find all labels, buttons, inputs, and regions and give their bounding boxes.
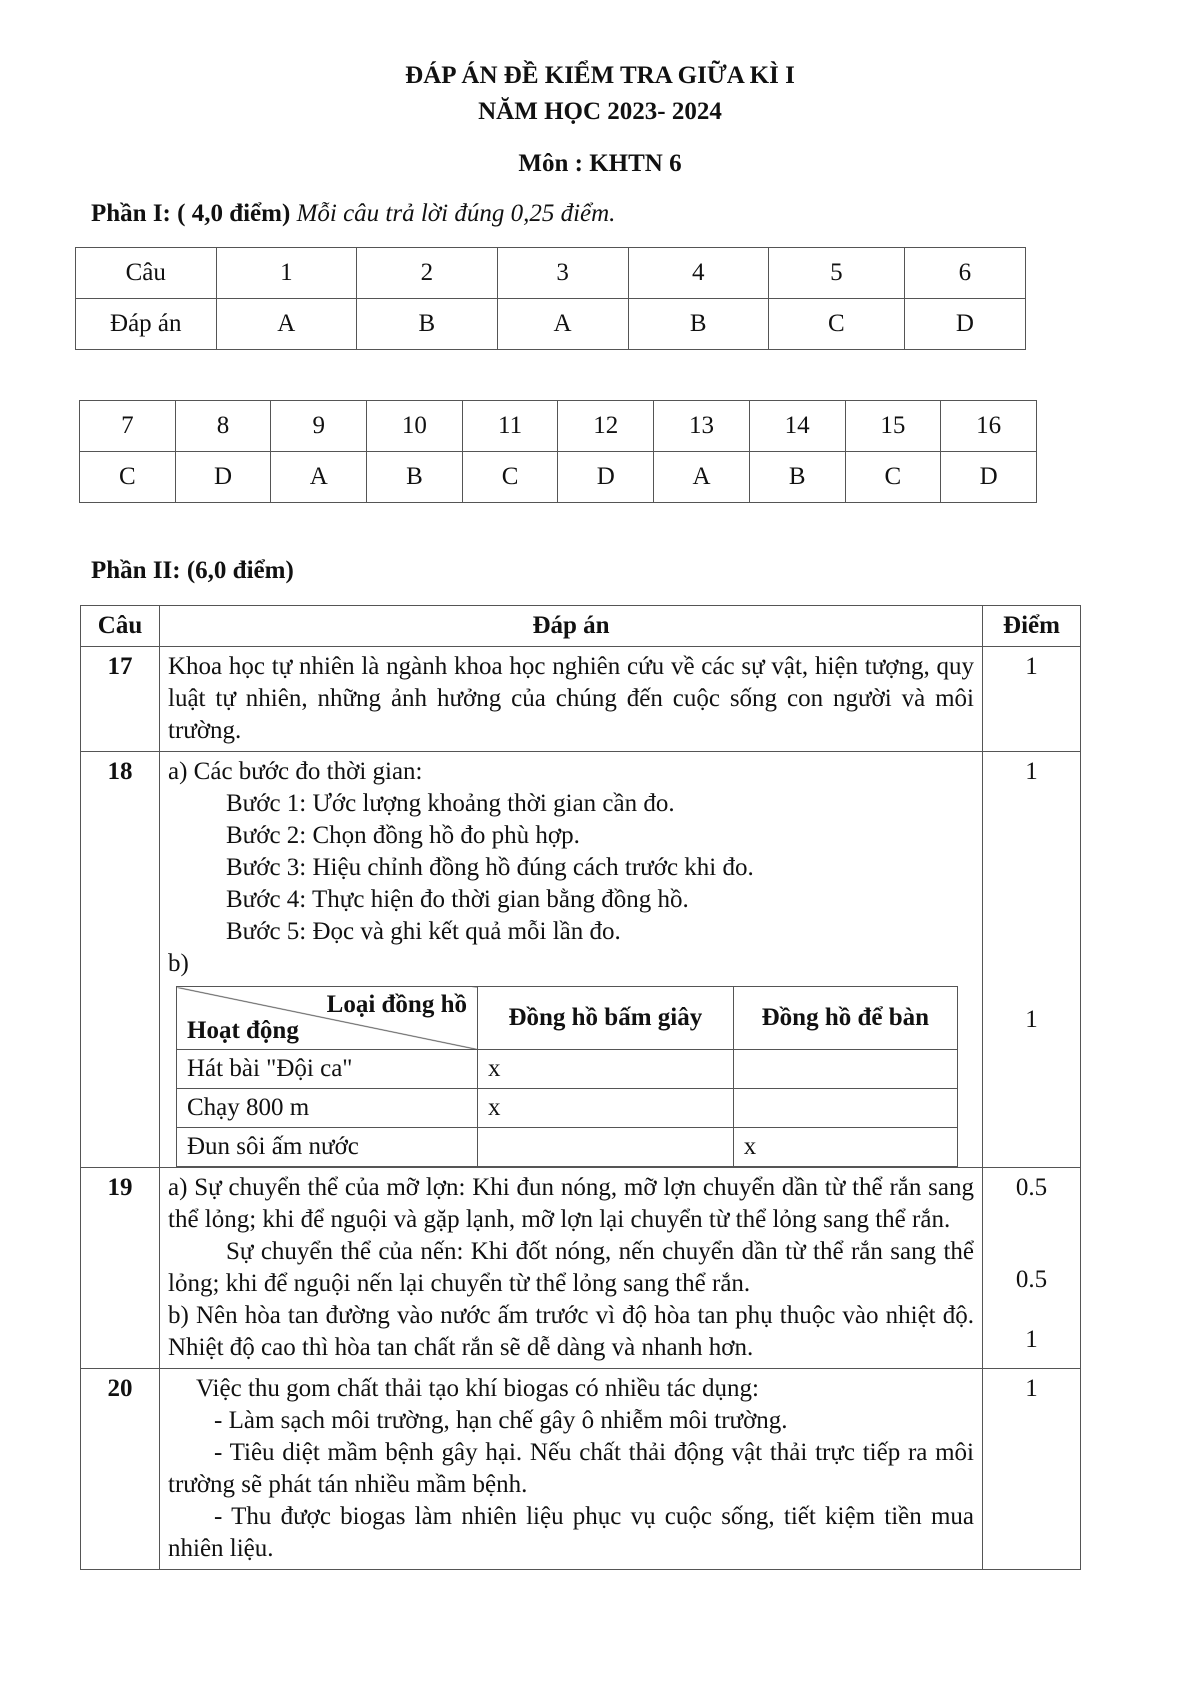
answer-cell: D xyxy=(175,452,271,503)
answer-text: b) Nên hòa tan đường vào nước ấm trước vì độ hòa tan phụ thuộc vào nhiệt độ. Nhiệt độ cao thì hòa tan chất rắn sẽ dễ dàng và nhanh hơn. xyxy=(168,1302,974,1361)
question-number: 3 xyxy=(497,248,628,299)
table-row xyxy=(81,1369,1081,1570)
table-row xyxy=(177,1089,958,1128)
row-label: Câu xyxy=(76,248,217,299)
question-number: 2 xyxy=(357,248,498,299)
table-row xyxy=(81,1168,1081,1369)
table-row xyxy=(177,1128,958,1167)
answer-text: a) Các bước đo thời gian: xyxy=(168,758,423,785)
question-number: 19 xyxy=(81,1168,160,1369)
question-number: 6 xyxy=(904,248,1025,299)
part1-note: Mỗi câu trả lời đúng 0,25 điểm. xyxy=(290,200,616,227)
row-label: Đáp án xyxy=(76,299,217,350)
step-text: Bước 2: Chọn đồng hồ đo phù hợp. xyxy=(226,822,580,849)
answer-text: Sự chuyển thể của nến: Khi đốt nóng, nến chuyển dần từ thể rắn sang thể lỏng; khi để nguội nến lại chuyển từ thể lỏng sang thể rắn. xyxy=(168,1238,974,1297)
mark-cell: x xyxy=(733,1128,957,1167)
diag-header-top: Loại đồng hồ xyxy=(326,991,467,1018)
question-number: 9 xyxy=(271,401,367,452)
answer-text: b) xyxy=(168,950,189,977)
subject: Môn : KHTN 6 xyxy=(518,150,682,177)
diag-header-bottom: Hoạt động xyxy=(187,1017,299,1044)
mark-cell xyxy=(733,1089,957,1128)
activity-cell: Đun sôi ấm nước xyxy=(177,1128,478,1167)
col-header-answer: Đáp án xyxy=(160,606,983,647)
answer-text: Khoa học tự nhiên là ngành khoa học nghiên cứu về các sự vật, hiện tượng, quy luật tự nhiên, những ảnh hưởng của chúng đến cuộc sống con người và môi trường. xyxy=(160,647,983,752)
part2-heading: Phần II: (6,0 điểm) xyxy=(91,557,294,584)
question-number: 15 xyxy=(845,401,941,452)
answer-cell: B xyxy=(749,452,845,503)
question-number: 8 xyxy=(175,401,271,452)
question-number: 10 xyxy=(367,401,463,452)
table-row xyxy=(81,752,1081,1168)
answer-cell: D xyxy=(904,299,1025,350)
points: 0.5 xyxy=(1015,1266,1048,1293)
points: 1 xyxy=(1025,1006,1038,1033)
answer-cell: A xyxy=(654,452,750,503)
mark-cell: x xyxy=(478,1050,734,1089)
table-row xyxy=(177,1050,958,1089)
answer-cell: D xyxy=(941,452,1037,503)
school-year: NĂM HỌC 2023- 2024 xyxy=(478,98,722,125)
answer-cell: A xyxy=(271,452,367,503)
question-number: 18 xyxy=(81,752,160,1168)
col-header: Đồng hồ bấm giây xyxy=(478,987,734,1050)
answer-cell: C xyxy=(845,452,941,503)
question-number: 12 xyxy=(558,401,654,452)
table-row xyxy=(80,452,1037,503)
list-item: - Thu được biogas làm nhiên liệu phục vụ cuộc sống, tiết kiệm tiền mua nhiên liệu. xyxy=(168,1503,974,1562)
answer-cell: B xyxy=(357,299,498,350)
answer-cell: B xyxy=(367,452,463,503)
answer-cell: B xyxy=(628,299,769,350)
points-cell xyxy=(983,752,1081,1168)
part1-title: Phần I: ( 4,0 điểm) xyxy=(91,200,291,227)
clock-table xyxy=(176,986,958,1167)
mark-cell xyxy=(733,1050,957,1089)
answer-content xyxy=(160,1168,983,1369)
answer-content xyxy=(160,1369,983,1570)
question-number: 7 xyxy=(80,401,176,452)
list-item: - Làm sạch môi trường, hạn chế gây ô nhiễm môi trường. xyxy=(214,1407,788,1434)
table-header-row xyxy=(81,606,1081,647)
question-number: 5 xyxy=(769,248,905,299)
answer-text: Việc thu gom chất thải tạo khí biogas có nhiều tác dụng: xyxy=(196,1375,759,1402)
question-number: 1 xyxy=(216,248,357,299)
table-row xyxy=(80,401,1037,452)
answer-cell: A xyxy=(216,299,357,350)
mark-cell: x xyxy=(478,1089,734,1128)
question-number: 16 xyxy=(941,401,1037,452)
question-number: 13 xyxy=(654,401,750,452)
step-text: Bước 1: Ước lượng khoảng thời gian cần đo. xyxy=(226,790,675,817)
answer-cell: C xyxy=(462,452,558,503)
question-number: 20 xyxy=(81,1369,160,1570)
list-item: - Tiêu diệt mầm bệnh gây hại. Nếu chất thải động vật thải trực tiếp ra môi trường sẽ phát tán nhiều mầm bệnh. xyxy=(168,1439,974,1498)
table-row xyxy=(76,299,1026,350)
mark-cell xyxy=(478,1128,734,1167)
part1-heading xyxy=(91,200,615,228)
col-header: Đồng hồ để bàn xyxy=(733,987,957,1050)
answer-cell: C xyxy=(80,452,176,503)
answer-cell: A xyxy=(497,299,628,350)
question-number: 14 xyxy=(749,401,845,452)
points: 1 xyxy=(1025,758,1038,785)
question-number: 4 xyxy=(628,248,769,299)
activity-cell: Chạy 800 m xyxy=(177,1089,478,1128)
answer-table-3 xyxy=(80,605,1081,1570)
step-text: Bước 3: Hiệu chỉnh đồng hồ đúng cách trước khi đo. xyxy=(226,854,754,881)
points: 0.5 xyxy=(1015,1174,1048,1201)
col-header-points: Điểm xyxy=(983,606,1081,647)
col-header-question: Câu xyxy=(81,606,160,647)
question-number: 17 xyxy=(81,647,160,752)
step-text: Bước 5: Đọc và ghi kết quả mỗi lần đo. xyxy=(226,918,621,945)
answer-text: a) Sự chuyển thể của mỡ lợn: Khi đun nóng, mỡ lợn chuyển dần từ thể rắn sang thể lỏng; khi để nguội và gặp lạnh, mỡ lợn lại chuyển từ thể lỏng sang thể rắn. xyxy=(168,1174,974,1233)
table-header-row xyxy=(177,987,958,1050)
points: 1 xyxy=(983,1369,1081,1570)
points-cell xyxy=(983,1168,1081,1369)
points: 1 xyxy=(1025,1326,1038,1353)
table-row xyxy=(81,647,1081,752)
answer-cell: D xyxy=(558,452,654,503)
table-row xyxy=(76,248,1026,299)
doc-title: ĐÁP ÁN ĐỀ KIỂM TRA GIỮA KÌ I xyxy=(405,62,795,89)
step-text: Bước 4: Thực hiện đo thời gian bằng đồng hồ. xyxy=(226,886,689,913)
points: 1 xyxy=(983,647,1081,752)
question-number: 11 xyxy=(462,401,558,452)
answer-content xyxy=(160,752,983,1168)
activity-cell: Hát bài "Đội ca" xyxy=(177,1050,478,1089)
diagonal-header-cell xyxy=(177,987,478,1050)
answer-table-2 xyxy=(79,400,1037,503)
answer-table-1 xyxy=(75,247,1026,350)
answer-cell: C xyxy=(769,299,905,350)
